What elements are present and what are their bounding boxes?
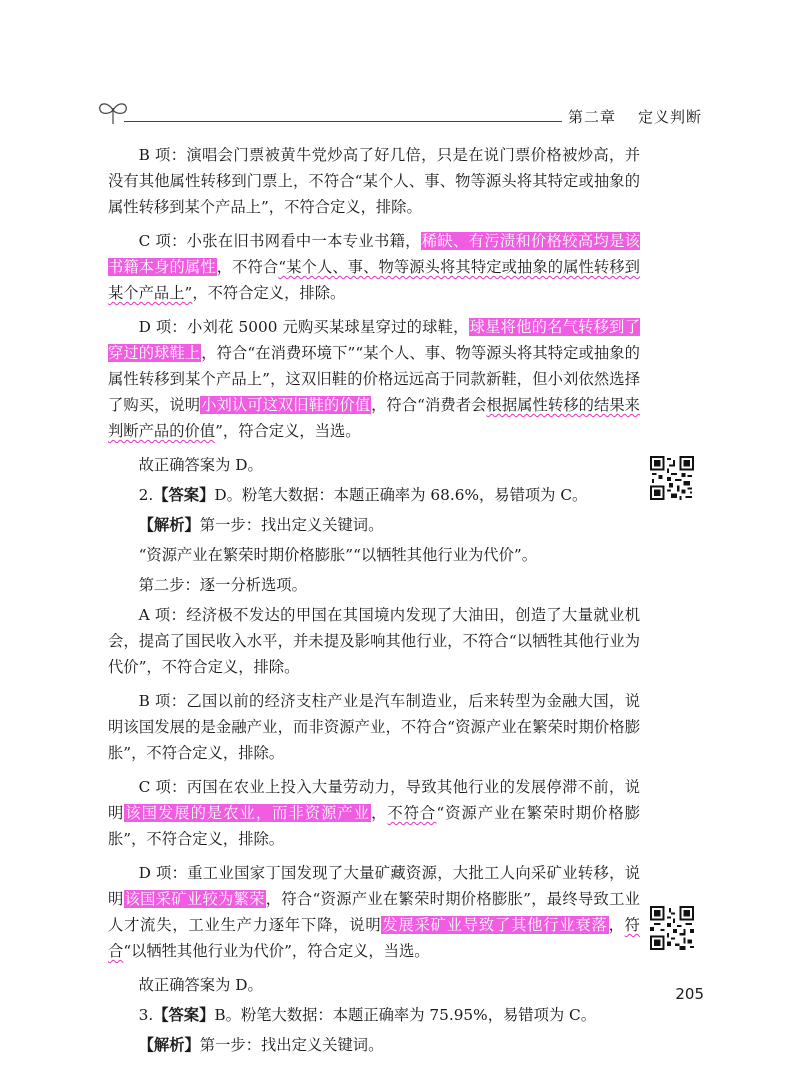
section-title: 定义判断 <box>637 108 702 126</box>
paragraph: B 项：乙国以前的经济支柱产业是汽车制造业，后来转型为金融大国，说明该国发展的是金融产业，而非资源产业，不符合“资源产业在繁荣时期价格膨胀”，不符合定义，排除。 <box>108 692 640 762</box>
paragraph: 第二步：逐一分析选项。 <box>138 576 307 594</box>
highlight: 稀缺、有污渍和价格较高均是该书籍本身的属性 <box>108 232 640 276</box>
answer-tag: 【答案】 <box>153 486 215 504</box>
paragraph: 故正确答案为 D。 <box>138 976 263 994</box>
answer-line: 3.【答案】B。粉笔大数据：本题正确率为 75.95%，易错项为 C。 <box>138 1006 597 1024</box>
wavy-underline: “某个人、事、物等源头将其特定或抽象的属性转移到某个产品上” <box>108 258 640 302</box>
highlight: 小刘认可这双旧鞋的价值 <box>201 396 371 414</box>
analysis-tag: 【解析】 <box>138 516 200 534</box>
paragraph: D 项：重工业国家丁国发现了大量矿藏资源，大批工人向采矿业转移，说明该国采矿业较为繁荣，符合“资源产业在繁荣时期价格膨胀”，最终导致工业人才流失，工业生产力逐年下降，说明发展采矿业导致了其他行业衰落，符合“以牺牲其他行业为代价”，符合定义，当选。 <box>108 864 640 960</box>
analysis-line: 【解析】第一步：找出定义关键词。 <box>138 1036 384 1054</box>
highlight: 发展采矿业导致了其他行业衰落 <box>382 916 608 934</box>
qr-code-icon[interactable] <box>650 906 694 950</box>
paragraph: 故正确答案为 D。 <box>138 456 263 474</box>
analysis-line: 【解析】第一步：找出定义关键词。 <box>138 516 384 534</box>
paragraph: D 项：小刘花 5000 元购买某球星穿过的球鞋，球星将他的名气转移到了穿过的球鞋上，符合“在消费环境下”“某个人、事、物等源头将其特定或抽象的属性转移到某个产品上”，这双旧鞋的价格远远高于同款新鞋，但小刘依然选择了购买，说明小刘认可这双旧鞋的价值，符合“消费者会根据属性转移的结果来判断产品的价值”，符合定义，当选。 <box>108 318 640 440</box>
paragraph: B 项：演唱会门票被黄牛党炒高了好几倍，只是在说门票价格被炒高，并没有其他属性转移到门票上，不符合“某个人、事、物等源头将其特定或抽象的属性转移到某个产品上”，不符合定义，排除。 <box>108 146 640 216</box>
wavy-underline: 不符合 <box>387 804 437 822</box>
paragraph: C 项：小张在旧书网看中一本专业书籍，稀缺、有污渍和价格较高均是该书籍本身的属性，不符合“某个人、事、物等源头将其特定或抽象的属性转移到某个产品上”，不符合定义，排除。 <box>108 232 640 302</box>
header-rule <box>124 121 562 122</box>
wavy-underline: 符合 <box>108 916 640 960</box>
highlight: 球星将他的名气转移到了穿过的球鞋上 <box>108 318 640 362</box>
highlight: 该国采矿业较为繁荣 <box>124 890 265 908</box>
answer-tag: 【答案】 <box>153 1006 215 1024</box>
paragraph: C 项：丙国在农业上投入大量劳动力，导致其他行业的发展停滞不前，说明该国发展的是农业，而非资源产业，不符合“资源产业在繁荣时期价格膨胀”，不符合定义，排除。 <box>108 778 640 848</box>
analysis-tag: 【解析】 <box>138 1036 200 1054</box>
chapter-number: 第二章 <box>567 108 616 126</box>
page-number: 205 <box>675 985 704 1003</box>
paragraph: A 项：经济极不发达的甲国在其国境内发现了大油田，创造了大量就业机会，提高了国民收入水平，并未提及影响其他行业，不符合“以牺牲其他行业为代价”，不符合定义，排除。 <box>108 606 640 676</box>
main-content <box>108 142 640 1062</box>
wavy-underline: 根据属性转移的结果来判断产品的价值 <box>108 396 640 440</box>
answer-line: 2.【答案】D。粉笔大数据：本题正确率为 68.6%，易错项为 C。 <box>138 486 588 504</box>
qr-code-icon[interactable] <box>650 456 694 500</box>
page-header <box>96 92 702 132</box>
chapter-title <box>568 106 702 127</box>
highlight: 该国发展的是农业，而非资源产业 <box>125 804 371 822</box>
paragraph: “资源产业在繁荣时期价格膨胀”“以牺牲其他行业为代价”。 <box>138 546 538 564</box>
